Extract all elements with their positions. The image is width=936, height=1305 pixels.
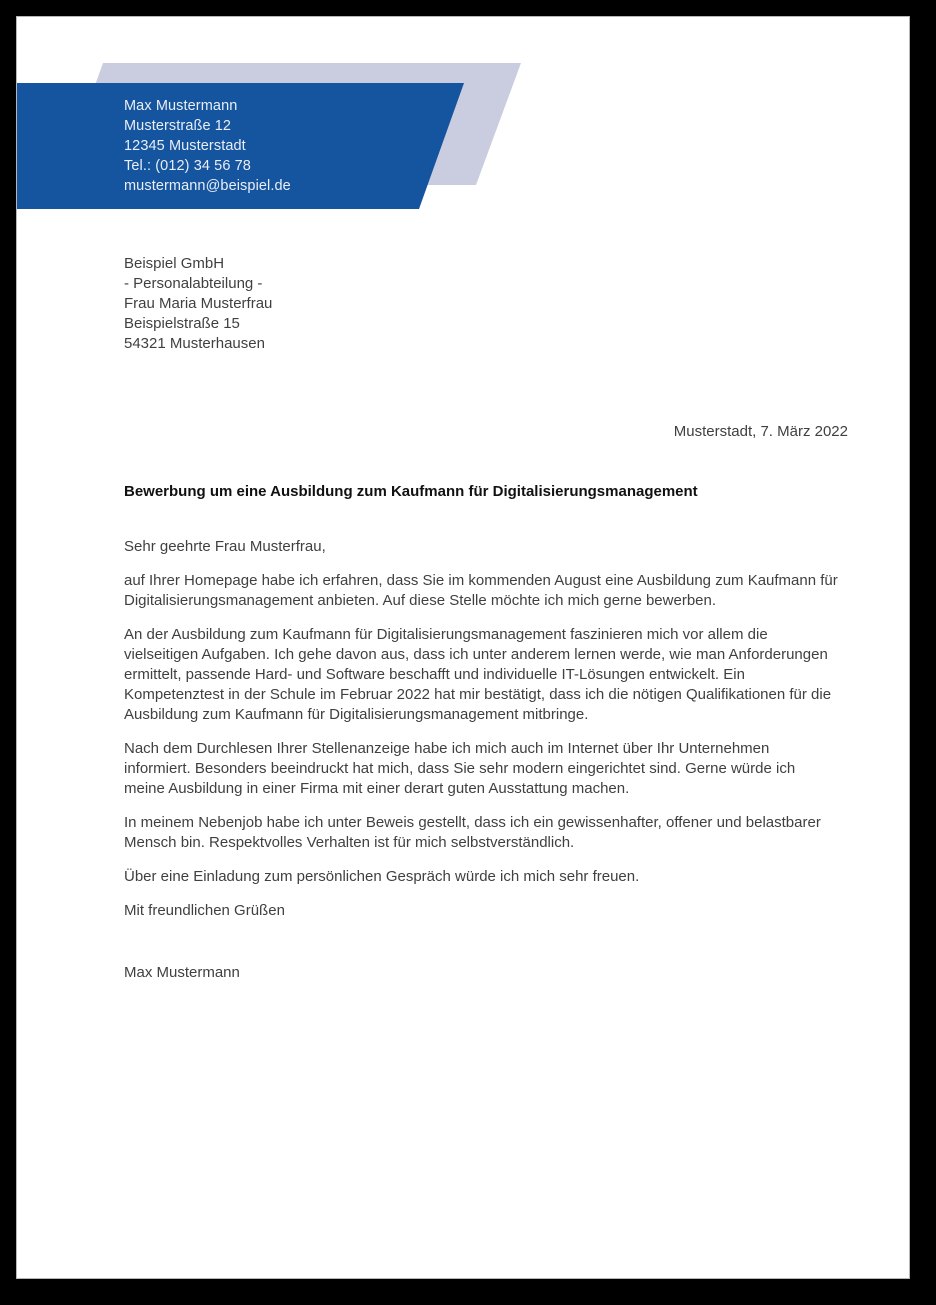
sender-street: Musterstraße 12: [124, 118, 232, 134]
letter-body: [124, 537, 839, 997]
sender-city: 12345 Musterstadt: [124, 138, 246, 154]
paragraph-1: auf Ihrer Homepage habe ich erfahren, dass Sie im kommenden August eine Ausbildung zum Kaufmann für Digitalisierungsmanagement anbieten. Auf diese Stelle möchte ich mich gerne bewerben.: [124, 572, 838, 609]
recipient-address-block: [124, 254, 272, 354]
letter-page: [16, 16, 910, 1279]
paragraph-5: Über eine Einladung zum persönlichen Gespräch würde ich mich sehr freuen.: [124, 868, 640, 885]
date-line: Musterstadt, 7. März 2022: [673, 423, 848, 440]
salutation: Sehr geehrte Frau Musterfrau,: [124, 538, 326, 555]
signature-name: Max Mustermann: [124, 964, 240, 981]
sender-name: Max Mustermann: [124, 98, 238, 114]
paragraph-3: Nach dem Durchlesen Ihrer Stellenanzeige habe ich mich auch im Internet über Ihr Unternehmen informiert. Besonders beeindruckt hat mich, dass Sie sehr modern eingerichtet sind. Gerne würde ich meine Ausbildung in einer Firma mit einer derart guten Ausstattung machen.: [124, 740, 796, 797]
recipient-street: Beispielstraße 15: [124, 315, 240, 332]
sender-phone: Tel.: (012) 34 56 78: [124, 158, 251, 174]
paragraph-4: In meinem Nebenjob habe ich unter Beweis gestellt, dass ich ein gewissenhafter, offener und belastbarer Mensch bin. Respektvolles Verhalten ist für mich selbstverständlich.: [124, 814, 821, 851]
recipient-company: Beispiel GmbH: [124, 255, 225, 272]
sender-email: mustermann@beispiel.de: [124, 178, 291, 194]
recipient-department: - Personalabteilung -: [124, 275, 263, 292]
closing-formula: Mit freundlichen Grüßen: [124, 902, 285, 919]
recipient-contact: Frau Maria Musterfrau: [124, 295, 273, 312]
sender-address-block: [124, 96, 291, 196]
paragraph-2: An der Ausbildung zum Kaufmann für Digitalisierungsmanagement faszinieren mich vor allem die vielseitigen Aufgaben. Ich gehe davon aus, dass ich unter anderem lernen werde, wie man Anforderungen ermittelt, passende Hard- und Software beschafft und individuelle IT-Lösungen entwickelt. Ein Kompetenztest in der Schule im Februar 2022 hat mir bestätigt, dass ich die nötigen Qualifikationen für die Ausbildung zum Kaufmann für Digitalisierungsmanagement mitbringe.: [124, 626, 832, 723]
subject-line: Bewerbung um eine Ausbildung zum Kaufmann für Digitalisierungsmanagement: [124, 483, 698, 500]
recipient-city: 54321 Musterhausen: [124, 335, 265, 352]
